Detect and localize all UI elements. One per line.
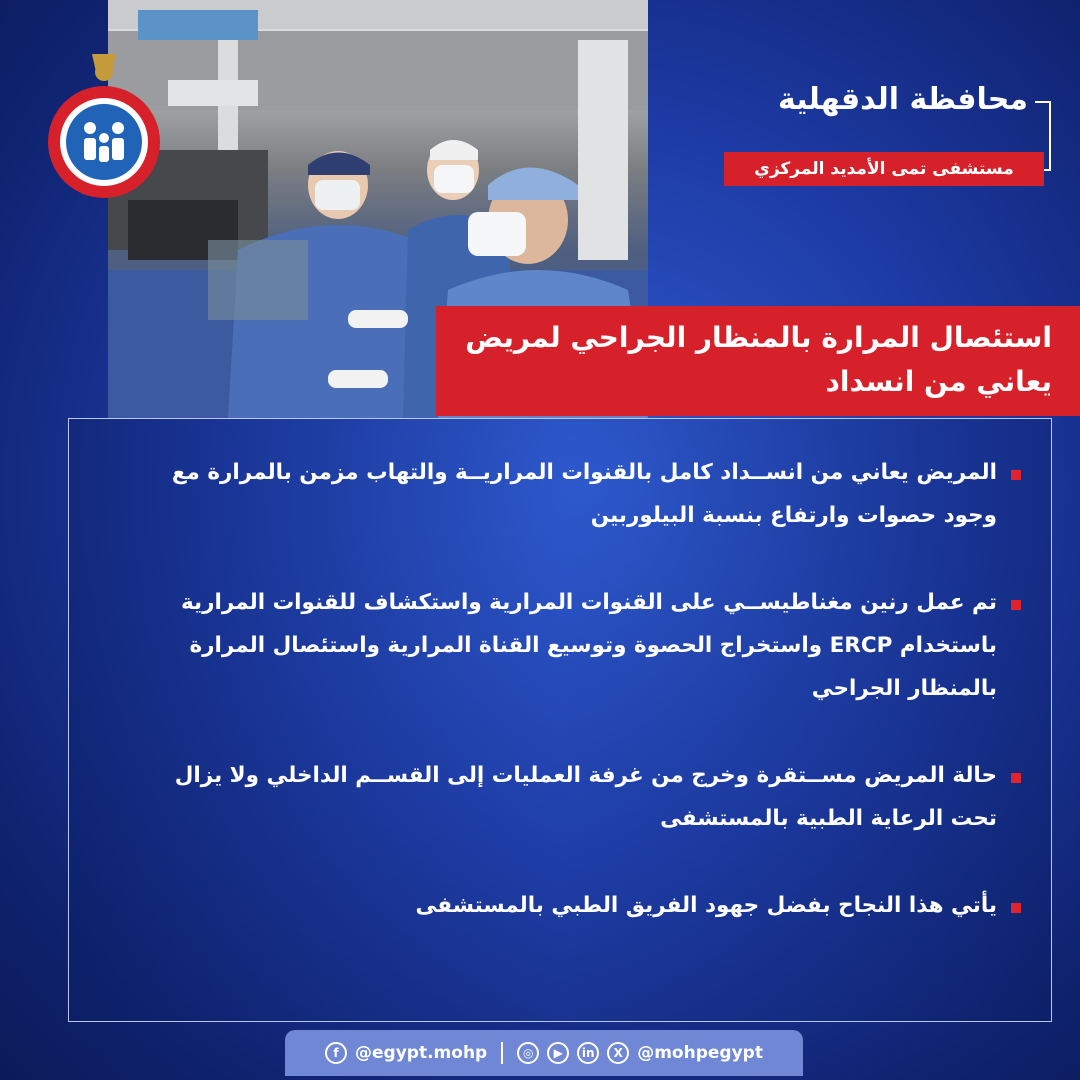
bullet-square-icon [1011, 470, 1021, 480]
headline-box [436, 306, 1080, 416]
social-handle[interactable]: @mohpegypt [637, 1043, 763, 1063]
footer-divider [501, 1042, 503, 1064]
bullet-line: وجود حصوات وارتفاع بنسبة البيلوربين [590, 503, 997, 528]
bullet-line: تحت الرعاية الطبية بالمستشفى [660, 806, 997, 831]
bullet-line: المريض يعاني من انســداد كامل بالقنوات المراريــة والتهاب مزمن بالمرارة مع [171, 460, 997, 485]
youtube-icon[interactable]: ▶ [547, 1042, 569, 1064]
bullet-text [181, 581, 997, 710]
bullet-text [415, 884, 997, 927]
bullet-square-icon [1011, 773, 1021, 783]
ministry-logo [42, 50, 166, 200]
bullet-line: باستخدام ERCP واستخراج الحصوة وتوسيع القناة المرارية واستئصال المرارة [189, 633, 997, 658]
header-bracket-vertical [1049, 101, 1051, 171]
bullet-item [87, 581, 1021, 710]
bullet-square-icon [1011, 600, 1021, 610]
bullet-item [87, 754, 1021, 840]
governorate-title: محافظة الدقهلية [778, 82, 1028, 117]
bullet-line: تم عمل رنين مغناطيســي على القنوات المرارية واستكشاف للقنوات المرارية [181, 590, 997, 615]
instagram-icon[interactable]: ◎ [517, 1042, 539, 1064]
bullet-line: بالمنظار الجراحي [811, 676, 997, 701]
bullet-item [87, 884, 1021, 927]
headline-line-1: استئصال المرارة بالمنظار الجراحي لمريض [465, 321, 1052, 354]
bullet-line: يأتي هذا النجاح بفضل جهود الفريق الطبي بالمستشفى [415, 893, 997, 918]
facebook-handle[interactable]: @egypt.mohp [355, 1043, 488, 1063]
bullet-line: حالة المريض مســتقرة وخرج من غرفة العمليات إلى القســم الداخلي ولا يزال [174, 763, 997, 788]
bullet-text [172, 451, 997, 537]
content-panel [68, 418, 1052, 1022]
facebook-icon[interactable]: f [325, 1042, 347, 1064]
bullet-list [87, 451, 1021, 971]
hospital-badge [724, 152, 1044, 186]
headline-line-2: يعاني من انسداد [825, 365, 1052, 398]
hospital-name: مستشفى تمى الأمديد المركزي [754, 159, 1014, 179]
x-icon[interactable]: X [607, 1042, 629, 1064]
social-footer [285, 1030, 803, 1076]
bullet-square-icon [1011, 903, 1021, 913]
bullet-item [87, 451, 1021, 537]
linkedin-icon[interactable]: in [577, 1042, 599, 1064]
bullet-text [175, 754, 997, 840]
